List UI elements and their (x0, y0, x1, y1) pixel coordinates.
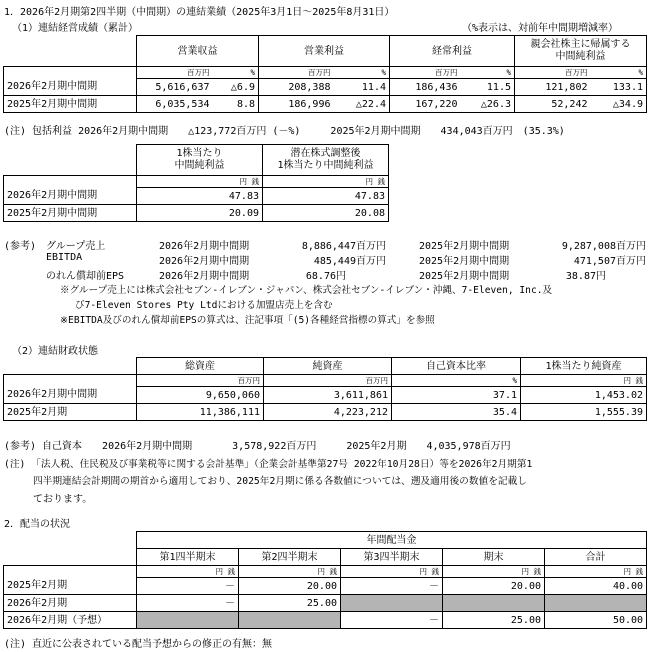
cell: － (341, 612, 443, 629)
cell: 9,650,060 (137, 387, 264, 404)
cell: 25.00 (239, 595, 341, 612)
comprehensive-income-note: (注) 包括利益 2026年2月期中間期 △123,772百万円 (－%) 2025年2月期中間期 434,043百万円 (35.3%) (4, 126, 565, 137)
col-diluted-eps-line2: 1株当たり中間純利益 (277, 160, 374, 171)
cell: 208,388 (259, 79, 334, 96)
cell: △22.4 (334, 96, 390, 113)
unit-cell: 百万円 (137, 375, 264, 387)
cell: 20.09 (137, 205, 263, 222)
unit-cell: 円 銭 (521, 375, 647, 387)
cell: 25.00 (443, 612, 545, 629)
ref-value: 471,507百万円 (573, 256, 646, 267)
col-net-income (515, 36, 647, 67)
unit-cell: % (591, 67, 647, 79)
cell: 35.4 (392, 404, 521, 421)
ref-period: 2025年2月期中間期 (419, 256, 510, 267)
col-eps-line2: 中間純利益 (174, 160, 225, 171)
unit-label-cell (4, 375, 137, 387)
cell: △34.9 (591, 96, 647, 113)
unit-cell: 円 銭 (263, 176, 389, 188)
cell: 47.83 (263, 188, 389, 205)
cell: 4,223,212 (264, 404, 392, 421)
shaded-cell (239, 612, 341, 629)
corner-cell (4, 532, 137, 549)
unit-cell: 百万円 (264, 375, 392, 387)
equity-reference-line: (参考) 自己資本 2026年2月期中間期 3,578,922百万円 2025年2月期 4,035,978百万円 (4, 441, 511, 452)
row-label: 2026年2月期中間期 (4, 79, 137, 96)
financial-position-table (3, 357, 647, 421)
cell: 11.5 (461, 79, 515, 96)
cell: 11,386,111 (137, 404, 264, 421)
col-diluted-eps (263, 145, 389, 176)
col-q2-end: 第2四半期末 (239, 549, 341, 566)
cell: 133.1 (591, 79, 647, 96)
row-label: 2025年2月期中間期 (4, 205, 137, 222)
group-sales-note-line1: ※グループ売上には株式会社セブン‐イレブン・ジャパン、株式会社セブン‐イレブン・沖縄、7-Eleven, Inc.及 (60, 285, 553, 296)
col-total: 合計 (545, 549, 647, 566)
cell: 11.4 (334, 79, 390, 96)
shaded-cell (545, 595, 647, 612)
col-eps (137, 145, 263, 176)
cell: 186,436 (390, 79, 461, 96)
unit-cell: 円 銭 (443, 566, 545, 578)
col-q3-end: 第3四半期末 (341, 549, 443, 566)
section1-title: 1．2026年2月期第2四半期（中間期）の連結業績（2025年3月1日～2025年8月31日） (4, 7, 395, 18)
financial-position-heading: （2）連結財政状態 (12, 346, 99, 357)
consolidated-results-heading: （1）連結経営成績（累計） (12, 23, 139, 34)
cell: 5,616,637 (137, 79, 213, 96)
cell: 1,555.39 (521, 404, 647, 421)
ref-period: 2026年2月期中間期 (159, 271, 250, 282)
unit-cell: 百万円 (515, 67, 591, 79)
unit-cell: 百万円 (259, 67, 334, 79)
ref-period: 2025年2月期中間期 (419, 241, 510, 252)
ref-value: 8,886,447百万円 (301, 241, 386, 252)
cell: 167,220 (390, 96, 461, 113)
unit-cell: 百万円 (137, 67, 213, 79)
unit-label-cell (4, 566, 137, 578)
col-net-income-line2: 中間純利益 (555, 51, 606, 62)
unit-cell: % (213, 67, 259, 79)
ref-value: 68.76円 (305, 271, 346, 282)
col-operating-revenue: 営業収益 (137, 36, 259, 67)
cell: 52,242 (515, 96, 591, 113)
accounting-standard-note-line1: (注) 「法人税、住民税及び事業税等に関する会計基準」（企業会計基準第27号 2022年10月28日）等を2026年2月期第1 (4, 459, 533, 470)
col-operating-income: 営業利益 (259, 36, 390, 67)
eps-table (3, 144, 389, 222)
cell: 40.00 (545, 578, 647, 595)
cell: 47.83 (137, 188, 263, 205)
cell: － (341, 578, 443, 595)
col-q1-end: 第1四半期末 (137, 549, 239, 566)
unit-cell: 円 銭 (239, 566, 341, 578)
ref-value: 485,449百万円 (313, 256, 386, 267)
row-label: 2025年2月期 (4, 578, 137, 595)
col-total-assets: 総資産 (137, 358, 264, 375)
row-label: 2025年2月期中間期 (4, 96, 137, 113)
unit-cell: % (392, 375, 521, 387)
row-label: 2025年2月期 (4, 404, 137, 421)
col-fy-end: 期末 (443, 549, 545, 566)
ebitda-eps-note: ※EBITDA及びのれん償却前EPSの算式は、注記事項「(5)各種経営指標の算式」を参照 (60, 315, 435, 326)
ref-name: グループ売上 (46, 241, 106, 252)
cell: 3,611,861 (264, 387, 392, 404)
ref-period: 2025年2月期中間期 (419, 271, 510, 282)
unit-label-cell (4, 176, 137, 188)
cell: 8.8 (213, 96, 259, 113)
unit-label-cell (4, 67, 137, 79)
col-net-income-line1: 親会社株主に帰属する (530, 39, 631, 50)
cell: 6,035,534 (137, 96, 213, 113)
row-label: 2026年2月期（予想） (4, 612, 137, 629)
col-ordinary-income: 経常利益 (390, 36, 515, 67)
col-eps-line1: 1株当たり (176, 148, 223, 159)
cell: △6.9 (213, 79, 259, 96)
group-sales-note-line2: び7-Eleven Stores Pty Ltdにおける加盟店売上を含む (75, 300, 333, 311)
corner-cell (4, 145, 137, 176)
unit-cell: 円 銭 (137, 566, 239, 578)
row-label: 2026年2月期中間期 (4, 387, 137, 404)
ref-name: のれん償却前EPS (46, 271, 125, 282)
cell: 1,453.02 (521, 387, 647, 404)
ref-value: 38.87円 (565, 271, 606, 282)
percent-note: （%表示は、対前年中間期増減率） (462, 23, 619, 34)
cell: 20.08 (263, 205, 389, 222)
shaded-cell (341, 595, 443, 612)
unit-cell: 円 銭 (137, 176, 263, 188)
unit-cell: 百万円 (390, 67, 461, 79)
dividend-forecast-note: (注) 直近に公表されている配当予想からの修正の有無：無 (4, 639, 273, 650)
annual-dividend-header: 年間配当金 (137, 532, 647, 549)
corner-cell (4, 36, 137, 67)
dividends-title: 2．配当の状況 (4, 519, 71, 530)
col-net-assets: 純資産 (264, 358, 392, 375)
shaded-cell (137, 612, 239, 629)
cell: 121,802 (515, 79, 591, 96)
ref-name: EBITDA (46, 252, 83, 263)
col-equity-ratio: 自己資本比率 (392, 358, 521, 375)
corner-cell (4, 549, 137, 566)
ref-period: 2026年2月期中間期 (159, 256, 250, 267)
cell: 37.1 (392, 387, 521, 404)
shaded-cell (443, 595, 545, 612)
col-bps: 1株当たり純資産 (521, 358, 647, 375)
unit-cell: 円 銭 (341, 566, 443, 578)
cell: 20.00 (443, 578, 545, 595)
operating-results-table (3, 35, 647, 113)
reference-head: (参考) (4, 241, 37, 252)
row-label: 2026年2月期 (4, 595, 137, 612)
accounting-standard-note-line3: ております。 (33, 494, 93, 505)
unit-cell: 円 銭 (545, 566, 647, 578)
cell: 50.00 (545, 612, 647, 629)
dividends-table (3, 531, 647, 629)
cell: － (137, 578, 239, 595)
unit-cell: % (461, 67, 515, 79)
ref-value: 9,287,008百万円 (561, 241, 646, 252)
cell: 186,996 (259, 96, 334, 113)
row-label: 2026年2月期中間期 (4, 188, 137, 205)
accounting-standard-note-line2: 四半期連結会計期間の期首から適用しており、2025年2月期に係る各数値については、遡及適用後の数値を記載し (33, 476, 527, 487)
corner-cell (4, 358, 137, 375)
cell: － (137, 595, 239, 612)
unit-cell: % (334, 67, 390, 79)
ref-period: 2026年2月期中間期 (159, 241, 250, 252)
cell: 20.00 (239, 578, 341, 595)
cell: △26.3 (461, 96, 515, 113)
col-diluted-eps-line1: 潜在株式調整後 (290, 148, 361, 159)
